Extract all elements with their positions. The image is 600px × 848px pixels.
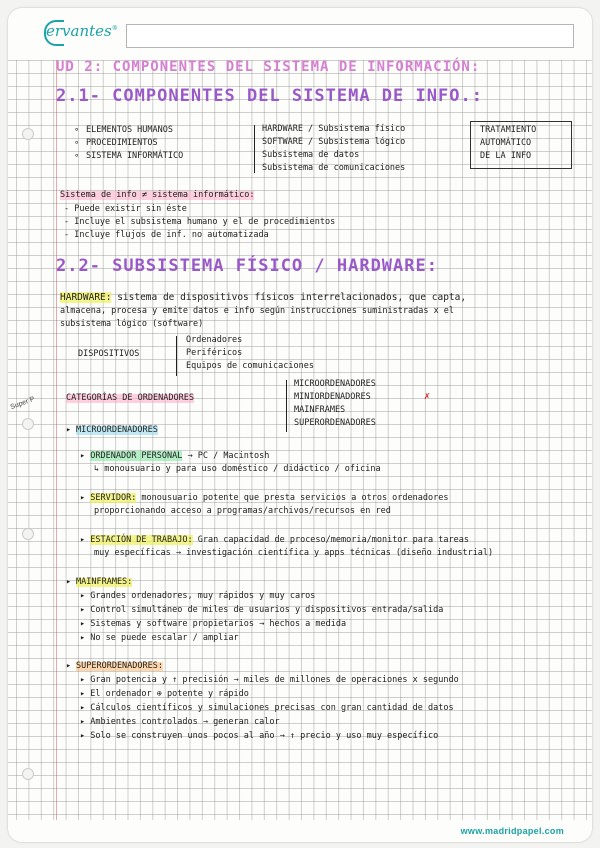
bullet-1: ∘	[74, 125, 80, 135]
box-line-2: AUTOMÁTICO	[480, 138, 532, 148]
categoria-super: SUPERORDENADORES	[294, 418, 376, 428]
bullet-icon: ▸	[80, 605, 86, 615]
dispositivo-perifericos: Periféricos	[186, 348, 243, 358]
subsystem-software: SOFTWARE / Subsistema lógico	[262, 137, 406, 147]
bullet-icon: ▸	[80, 689, 86, 699]
bullet-icon: ▸	[80, 703, 86, 713]
bullet-icon: ▸	[80, 717, 86, 727]
mainframes-item-4-text: No se puede escalar / ampliar	[90, 633, 239, 643]
categorias-label: CATEGORÍAS DE ORDENADORES	[66, 393, 194, 403]
super-item-2	[80, 690, 249, 699]
bullet-icon: ▸	[80, 493, 86, 503]
micro-item-3	[80, 536, 469, 545]
brand-registered: ®	[111, 25, 118, 32]
dispositivos-label: DISPOSITIVOS	[78, 349, 140, 359]
box-line-3: DE LA INFO	[480, 151, 532, 161]
super-item-1-text: Gran potencia y ↑ precisión → miles de millones de operaciones x segundo	[90, 675, 459, 685]
super-item-2-text: El ordenador ⊕ potente y rápido	[90, 689, 249, 699]
bullet-icon: ▸	[80, 731, 86, 741]
punch-hole	[22, 128, 34, 140]
section-1-heading: 2.1- COMPONENTES DEL SISTEMA DE INFO.:	[56, 86, 483, 106]
component-humanos: ELEMENTOS HUMANOS	[86, 125, 173, 135]
hardware-def-line-3: subsistema lógico (software)	[60, 319, 204, 329]
categoria-mini: MINIORDENADORES	[294, 392, 371, 402]
mainframes-item-2-text: Control simultáneo de miles de usuarios y dispositivos entrada/salida	[90, 605, 444, 615]
page-footer	[8, 820, 592, 842]
punch-hole	[22, 768, 34, 780]
super-item-5-text: Solo se construyen unos pocos al año → ↑ precio y uso muy específico	[90, 731, 439, 741]
micro-item-2-label: SERVIDOR:	[90, 493, 137, 503]
micro-heading: MICROORDENADORES	[76, 425, 158, 435]
sistema-bullet-1: - Puede existir sin éste	[64, 204, 187, 214]
mainframes-item-2	[80, 606, 443, 615]
sistema-bullet-3: - Incluye flujos de inf. no automatizada	[64, 230, 269, 240]
bullet-icon: ▸	[80, 633, 86, 643]
bullet-icon: ▸	[80, 675, 86, 685]
mainframes-item-4	[80, 634, 239, 643]
component-informatico: SISTEMA INFORMÁTICO	[86, 151, 184, 161]
dispositivo-comunicaciones: Equipos de comunicaciones	[186, 361, 314, 371]
super-item-4-text: Ambientes controlados → generan calor	[90, 717, 280, 727]
header-write-box	[126, 24, 574, 48]
micro-item-1	[80, 452, 269, 461]
hardware-def-text: sistema de dispositivos físicos interrelacionados, que capta,	[111, 292, 467, 303]
super-heading: SUPERORDENADORES:	[76, 661, 163, 671]
mainframes-item-3	[80, 620, 346, 629]
brace-icon	[286, 380, 287, 432]
box-line-1: TRATAMIENTO	[480, 125, 537, 135]
super-item-4	[80, 718, 280, 727]
super-item-3	[80, 704, 454, 713]
micro-item-2-text: monousuario potente que presta servicios a otros ordenadores	[136, 493, 449, 503]
micro-item-2	[80, 494, 448, 503]
bullet-2: ∘	[74, 138, 80, 148]
notebook-page	[8, 8, 592, 842]
section-2-heading: 2.2- SUBSISTEMA FÍSICO / HARDWARE:	[56, 256, 438, 276]
super-bullet-icon: ▸	[66, 661, 72, 671]
mainframes-item-1-text: Grandes ordenadores, muy rápidos y muy caros	[90, 591, 316, 601]
brace-icon	[254, 125, 255, 173]
bullet-icon: ▸	[80, 619, 86, 629]
page-header	[8, 8, 592, 60]
micro-item-1-text: → PC / Macintosh	[182, 451, 270, 461]
margin-line	[56, 60, 57, 824]
mainframes-heading: MAINFRAMES:	[76, 577, 133, 587]
subsystem-datos: Subsistema de datos	[262, 150, 360, 160]
super-item-3-text: Cálculos científicos y simulaciones precisas con gran cantidad de datos	[90, 703, 454, 713]
footer-url: www.madridpapel.com	[460, 826, 564, 836]
brand-name: ervantes	[46, 22, 112, 40]
micro-item-1-label: ORDENADOR PERSONAL	[90, 451, 183, 461]
super-item-5	[80, 732, 438, 741]
mainframes-bullet-icon: ▸	[66, 577, 72, 587]
brand-logo	[46, 22, 118, 40]
micro-item-3-label: ESTACIÓN DE TRABAJO:	[90, 535, 193, 545]
mainframes-item-1	[80, 592, 315, 601]
sistema-note: Sistema de info ≠ sistema informático:	[60, 190, 255, 200]
hardware-def-line-1	[60, 293, 466, 303]
margin-note: Super P	[9, 395, 36, 412]
dispositivo-ordenadores: Ordenadores	[186, 335, 243, 345]
page-title: UD 2: COMPONENTES DEL SISTEMA DE INFORMACIÓN:	[56, 59, 481, 75]
micro-item-1-detail: ↳ monousuario y para uso doméstico / didáctico / oficina	[94, 464, 381, 474]
hardware-def-line-2: almacena, procesa y emite datos e info según instrucciones suministradas x el	[60, 306, 455, 316]
micro-item-2-detail: proporcionando acceso a programas/archivos/recursos en red	[94, 506, 391, 516]
punch-hole	[22, 418, 34, 430]
bullet-3: ∘	[74, 151, 80, 161]
brace-icon	[176, 336, 177, 376]
hardware-label: HARDWARE:	[60, 292, 112, 303]
punch-hole	[22, 528, 34, 540]
sistema-bullet-2: - Incluye el subsistema humano y el de procedimientos	[64, 217, 336, 227]
cross-mark-icon: ✗	[424, 391, 431, 402]
micro-item-3-detail: muy específicas → investigación científica y apps técnicas (diseño industrial)	[94, 548, 494, 558]
categoria-micro: MICROORDENADORES	[294, 379, 376, 389]
micro-item-3-text: Gran capacidad de proceso/memoria/monitor para tareas	[192, 535, 469, 545]
bullet-icon: ▸	[80, 535, 86, 545]
mainframes-item-3-text: Sistemas y software propietarios → hechos a medida	[90, 619, 347, 629]
bullet-icon: ▸	[80, 451, 86, 461]
component-procedimientos: PROCEDIMIENTOS	[86, 138, 158, 148]
super-item-1	[80, 676, 459, 685]
micro-bullet-icon: ▸	[66, 425, 72, 435]
subsystem-hardware: HARDWARE / Subsistema físico	[262, 124, 406, 134]
categoria-mainframes: MAINFRAMES	[294, 405, 346, 415]
subsystem-comunicaciones: Subsistema de comunicaciones	[262, 163, 406, 173]
bullet-icon: ▸	[80, 591, 86, 601]
